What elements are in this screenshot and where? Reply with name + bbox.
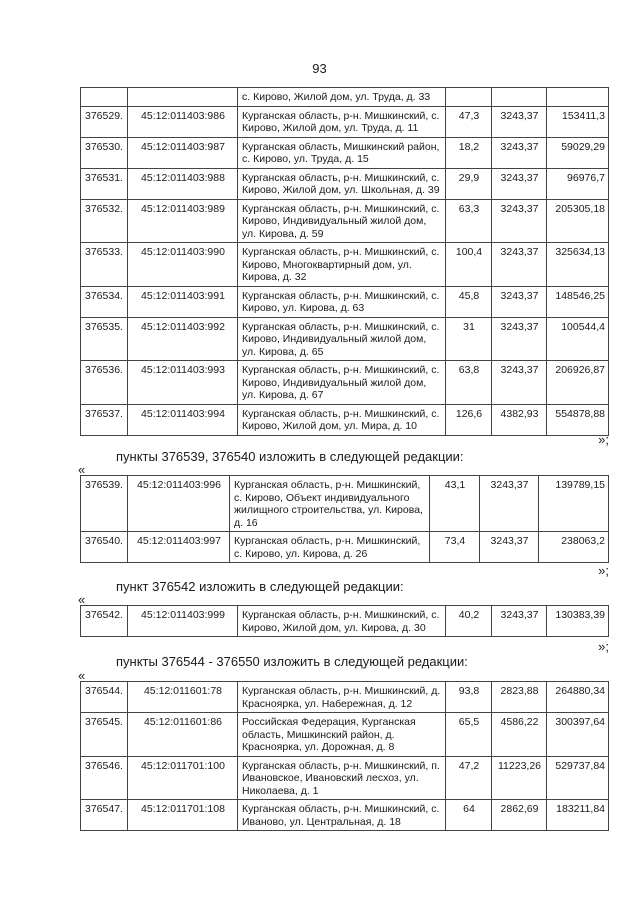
- price-value: 3243,37: [492, 106, 547, 137]
- object-address: Курганская область, р-н. Мишкинский, с. Кирово, ул. Кирова, д. 63: [238, 286, 446, 317]
- table-row: [81, 286, 609, 317]
- area-value: 43,1: [430, 476, 480, 532]
- table-row: [81, 606, 609, 637]
- price-value: 2862,69: [492, 800, 547, 831]
- cadastral-number: 45:12:011601:86: [128, 713, 238, 757]
- price-value: 4586,22: [492, 713, 547, 757]
- price-value: [492, 88, 547, 107]
- object-address: Курганская область, р-н. Мишкинский, с. Кирово, Жилой дом, ул. Мира, д. 10: [238, 404, 446, 435]
- object-address: Курганская область, р-н. Мишкинский, с. Кирово, Жилой дом, ул. Кирова, д. 30: [238, 606, 446, 637]
- price-value: 3243,37: [492, 606, 547, 637]
- amendment-instruction: пункт 376542 изложить в следующей редакции:: [116, 579, 404, 594]
- area-value: 31: [446, 317, 492, 361]
- total-value: 300397,64: [547, 713, 609, 757]
- total-value: 325634,13: [547, 243, 609, 287]
- cadastral-number: 45:12:011601:78: [128, 682, 238, 713]
- cadastral-number: 45:12:011403:991: [128, 286, 238, 317]
- price-value: 3243,37: [492, 137, 547, 168]
- area-value: 18,2: [446, 137, 492, 168]
- total-value: 529737,84: [547, 756, 609, 800]
- total-value: 183211,84: [547, 800, 609, 831]
- cadastral-number: 45:12:011403:990: [128, 243, 238, 287]
- table-row: [81, 137, 609, 168]
- object-address: Курганская область, р-н. Мишкинский, с. Кирово, Жилой дом, ул. Труда, д. 11: [238, 106, 446, 137]
- table-row: [81, 800, 609, 831]
- total-value: 238063,2: [539, 532, 609, 563]
- cadastral-number: 45:12:011403:993: [128, 361, 238, 405]
- table-row: [81, 682, 609, 713]
- total-value: 96976,7: [547, 168, 609, 199]
- table-row: [81, 317, 609, 361]
- row-number: 376540.: [81, 532, 128, 563]
- row-number: 376536.: [81, 361, 128, 405]
- area-value: 40,2: [446, 606, 492, 637]
- cadastral-number: 45:12:011403:997: [128, 532, 230, 563]
- object-address: Курганская область, Мишкинский район, с. Кирово, ул. Труда, д. 15: [238, 137, 446, 168]
- table-row: [81, 88, 609, 107]
- row-number: 376533.: [81, 243, 128, 287]
- object-address: Курганская область, р-н. Мишкинский, с. Кирово, Индивидуальный жилой дом, ул. Кирова, д. 59: [238, 199, 446, 243]
- cadastral-number: 45:12:011403:999: [128, 606, 238, 637]
- row-number: 376544.: [81, 682, 128, 713]
- cadastral-number: 45:12:011403:986: [128, 106, 238, 137]
- row-number: 376535.: [81, 317, 128, 361]
- closing-quote: »;: [598, 432, 609, 447]
- price-value: 3243,37: [492, 243, 547, 287]
- price-value: 3243,37: [480, 476, 539, 532]
- object-address: с. Кирово, Жилой дом, ул. Труда, д. 33: [238, 88, 446, 107]
- cadastral-number: 45:12:011403:994: [128, 404, 238, 435]
- opening-quote: «: [78, 462, 86, 477]
- area-value: 63,3: [446, 199, 492, 243]
- area-value: 64: [446, 800, 492, 831]
- price-value: 3243,37: [492, 199, 547, 243]
- total-value: 139789,15: [539, 476, 609, 532]
- cadastral-number: [128, 88, 238, 107]
- area-value: 73,4: [430, 532, 480, 563]
- table-row: [81, 361, 609, 405]
- area-value: 47,2: [446, 756, 492, 800]
- area-value: 100,4: [446, 243, 492, 287]
- row-number: 376542.: [81, 606, 128, 637]
- total-value: 59029,29: [547, 137, 609, 168]
- total-value: 206926,87: [547, 361, 609, 405]
- amendment-instruction: пункты 376539, 376540 изложить в следующей редакции:: [116, 449, 464, 464]
- table-row: [81, 532, 609, 563]
- total-value: [547, 88, 609, 107]
- page-number: 93: [312, 61, 327, 76]
- opening-quote: «: [78, 592, 86, 607]
- opening-quote: «: [78, 668, 86, 683]
- area-value: 65,5: [446, 713, 492, 757]
- total-value: 554878,88: [547, 404, 609, 435]
- cadastral-number: 45:12:011403:992: [128, 317, 238, 361]
- price-value: 4382,93: [492, 404, 547, 435]
- object-address: Курганская область, р-н. Мишкинский, п. Ивановское, Ивановский лесхоз, ул. Николаева, д. 1: [238, 756, 446, 800]
- price-value: 2823,88: [492, 682, 547, 713]
- price-value: 3243,37: [492, 361, 547, 405]
- row-number: 376534.: [81, 286, 128, 317]
- price-value: 3243,37: [480, 532, 539, 563]
- cadastral-number: 45:12:011403:996: [128, 476, 230, 532]
- total-value: 130383,39: [547, 606, 609, 637]
- object-address: Российская Федерация, Курганская область, Мишкинский район, д. Красноярка, ул. Дорожная, д. 8: [238, 713, 446, 757]
- table-row: [81, 199, 609, 243]
- row-number: 376532.: [81, 199, 128, 243]
- price-value: 3243,37: [492, 317, 547, 361]
- cadastral-number: 45:12:011403:987: [128, 137, 238, 168]
- area-value: 45,8: [446, 286, 492, 317]
- register-table-3: [80, 605, 609, 637]
- object-address: Курганская область, р-н. Мишкинский, с. Кирово, Объект индивидуального жилищного строительства, ул. Кирова, д. 16: [230, 476, 430, 532]
- table-row: [81, 476, 609, 532]
- price-value: 11223,26: [492, 756, 547, 800]
- cadastral-number: 45:12:011403:988: [128, 168, 238, 199]
- row-number: 376545.: [81, 713, 128, 757]
- price-value: 3243,37: [492, 286, 547, 317]
- area-value: [446, 88, 492, 107]
- row-number: 376531.: [81, 168, 128, 199]
- object-address: Курганская область, р-н. Мишкинский, с. Кирово, Индивидуальный жилой дом, ул. Кирова, д. 65: [238, 317, 446, 361]
- closing-quote: »;: [598, 639, 609, 654]
- table-row: [81, 243, 609, 287]
- object-address: Курганская область, р-н. Мишкинский, с. Кирово, Жилой дом, ул. Школьная, д. 39: [238, 168, 446, 199]
- row-number: 376530.: [81, 137, 128, 168]
- register-table-1: [80, 87, 609, 436]
- price-value: 3243,37: [492, 168, 547, 199]
- amendment-instruction: пункты 376544 - 376550 изложить в следующей редакции:: [116, 654, 468, 669]
- row-number: 376547.: [81, 800, 128, 831]
- total-value: 264880,34: [547, 682, 609, 713]
- object-address: Курганская область, р-н. Мишкинский, с. Иваново, ул. Центральная, д. 18: [238, 800, 446, 831]
- table-row: [81, 404, 609, 435]
- object-address: Курганская область, р-н. Мишкинский, с. Кирово, Индивидуальный жилой дом, ул. Кирова, д. 67: [238, 361, 446, 405]
- table-row: [81, 168, 609, 199]
- closing-quote: »;: [598, 563, 609, 578]
- object-address: Курганская область, р-н. Мишкинский, с. Кирово, ул. Кирова, д. 26: [230, 532, 430, 563]
- object-address: Курганская область, р-н. Мишкинский, д. Красноярка, ул. Набережная, д. 12: [238, 682, 446, 713]
- row-number: 376546.: [81, 756, 128, 800]
- area-value: 93,8: [446, 682, 492, 713]
- table-row: [81, 713, 609, 757]
- area-value: 126,6: [446, 404, 492, 435]
- total-value: 100544,4: [547, 317, 609, 361]
- cadastral-number: 45:12:011701:108: [128, 800, 238, 831]
- area-value: 29,9: [446, 168, 492, 199]
- row-number: 376537.: [81, 404, 128, 435]
- register-table-4: [80, 681, 609, 831]
- table-row: [81, 756, 609, 800]
- row-number: 376529.: [81, 106, 128, 137]
- area-value: 47,3: [446, 106, 492, 137]
- row-number: [81, 88, 128, 107]
- object-address: Курганская область, р-н. Мишкинский, с. Кирово, Многоквартирный дом, ул. Кирова, д. 32: [238, 243, 446, 287]
- cadastral-number: 45:12:011701:100: [128, 756, 238, 800]
- row-number: 376539.: [81, 476, 128, 532]
- cadastral-number: 45:12:011403:989: [128, 199, 238, 243]
- register-table-2: [80, 475, 609, 563]
- total-value: 153411,3: [547, 106, 609, 137]
- table-row: [81, 106, 609, 137]
- area-value: 63,8: [446, 361, 492, 405]
- total-value: 205305,18: [547, 199, 609, 243]
- total-value: 148546,25: [547, 286, 609, 317]
